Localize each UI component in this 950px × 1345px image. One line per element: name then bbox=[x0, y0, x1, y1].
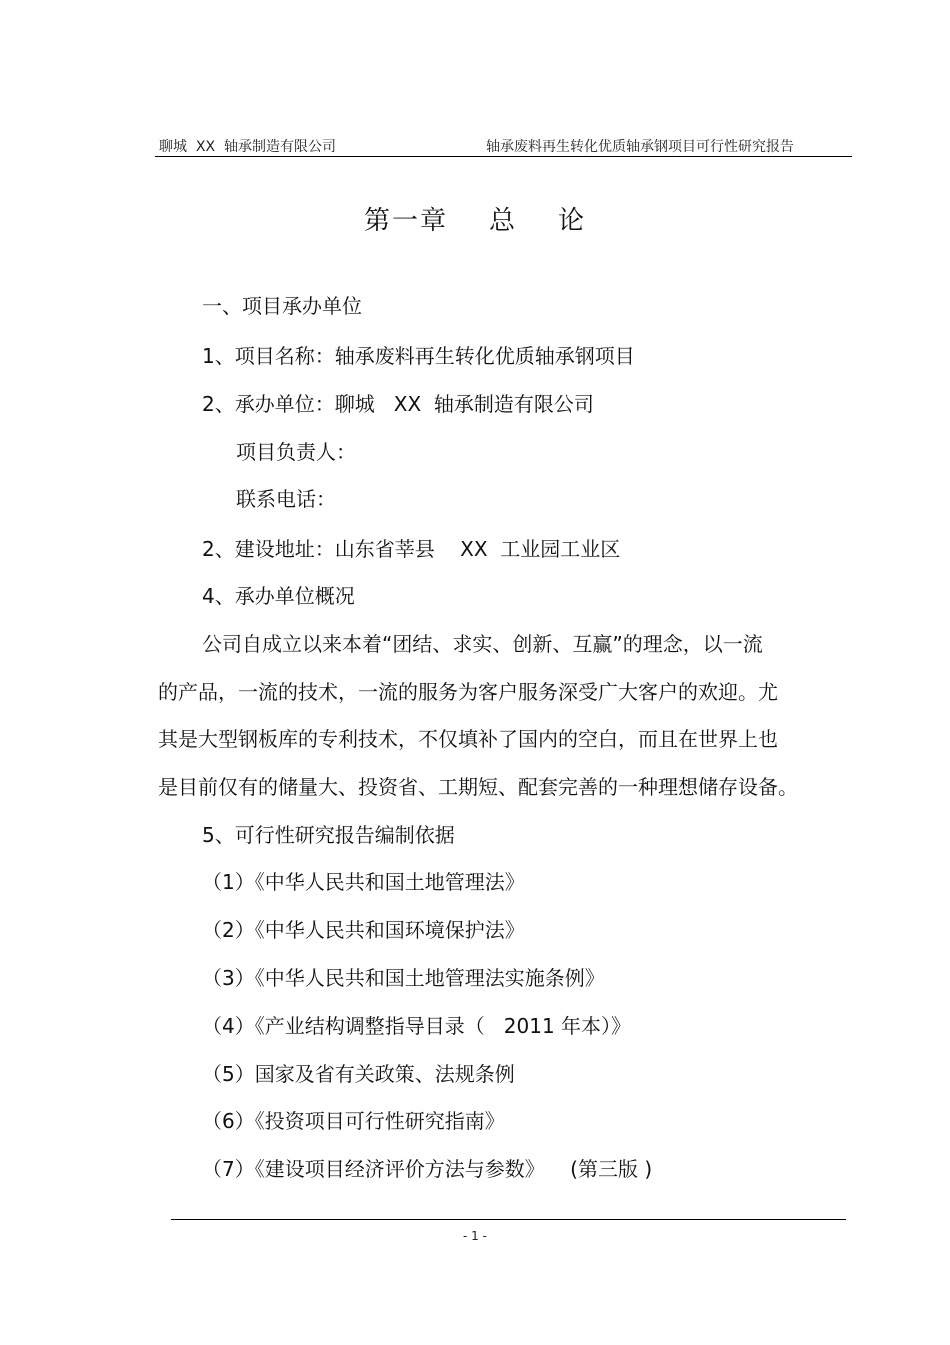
section-heading: 一、项目承办单位 bbox=[202, 294, 362, 318]
reference-item: （6）《投资项目可行性研究指南》 bbox=[202, 1109, 505, 1133]
header-company: 聊城 XX 轴承制造有限公司 bbox=[159, 139, 336, 155]
project-name: 1、项目名称：轴承废料再生转化优质轴承钢项目 bbox=[202, 344, 635, 368]
paragraph-line: 是目前仅有的储量大、投资省、工期短、配套完善的一种理想储存设备。 bbox=[158, 775, 798, 799]
contact-phone: 联系电话： bbox=[236, 487, 336, 511]
construction-address: 2、建设地址：山东省莘县 XX 工业园工业区 bbox=[202, 537, 621, 561]
unit-overview-heading: 4、承办单位概况 bbox=[202, 584, 355, 608]
reference-item: （4）《产业结构调整指导目录（ 2011 年本）》 bbox=[202, 1014, 632, 1038]
reference-item: （2）《中华人民共和国环境保护法》 bbox=[202, 918, 525, 942]
chapter-title: 第一章 总 论 bbox=[363, 206, 587, 236]
paragraph-line: 的产品，一流的技术，一流的服务为客户服务深受广大客户的欢迎。尤 bbox=[158, 680, 778, 704]
footer-divider bbox=[171, 1219, 846, 1220]
page-number: - 1 - bbox=[463, 1229, 487, 1243]
header-report-title: 轴承废料再生转化优质轴承钢项目可行性研究报告 bbox=[486, 139, 794, 155]
basis-heading: 5、可行性研究报告编制依据 bbox=[202, 823, 455, 847]
reference-item: （5）国家及省有关政策、法规条例 bbox=[202, 1062, 515, 1086]
reference-item: （7）《建设项目经济评价方法与参数》 (第三版 ) bbox=[202, 1157, 653, 1181]
undertaking-unit: 2、承办单位：聊城 XX 轴承制造有限公司 bbox=[202, 392, 594, 416]
header-divider bbox=[155, 156, 852, 157]
paragraph-line: 公司自成立以来本着“团结、求实、创新、互赢”的理念，以一流 bbox=[202, 632, 763, 656]
paragraph-line: 其是大型钢板库的专利技术，不仅填补了国内的空白，而且在世界上也 bbox=[158, 727, 778, 751]
reference-item: （3）《中华人民共和国土地管理法实施条例》 bbox=[202, 966, 605, 990]
reference-item: （1）《中华人民共和国土地管理法》 bbox=[202, 870, 525, 894]
project-leader: 项目负责人： bbox=[236, 440, 356, 464]
